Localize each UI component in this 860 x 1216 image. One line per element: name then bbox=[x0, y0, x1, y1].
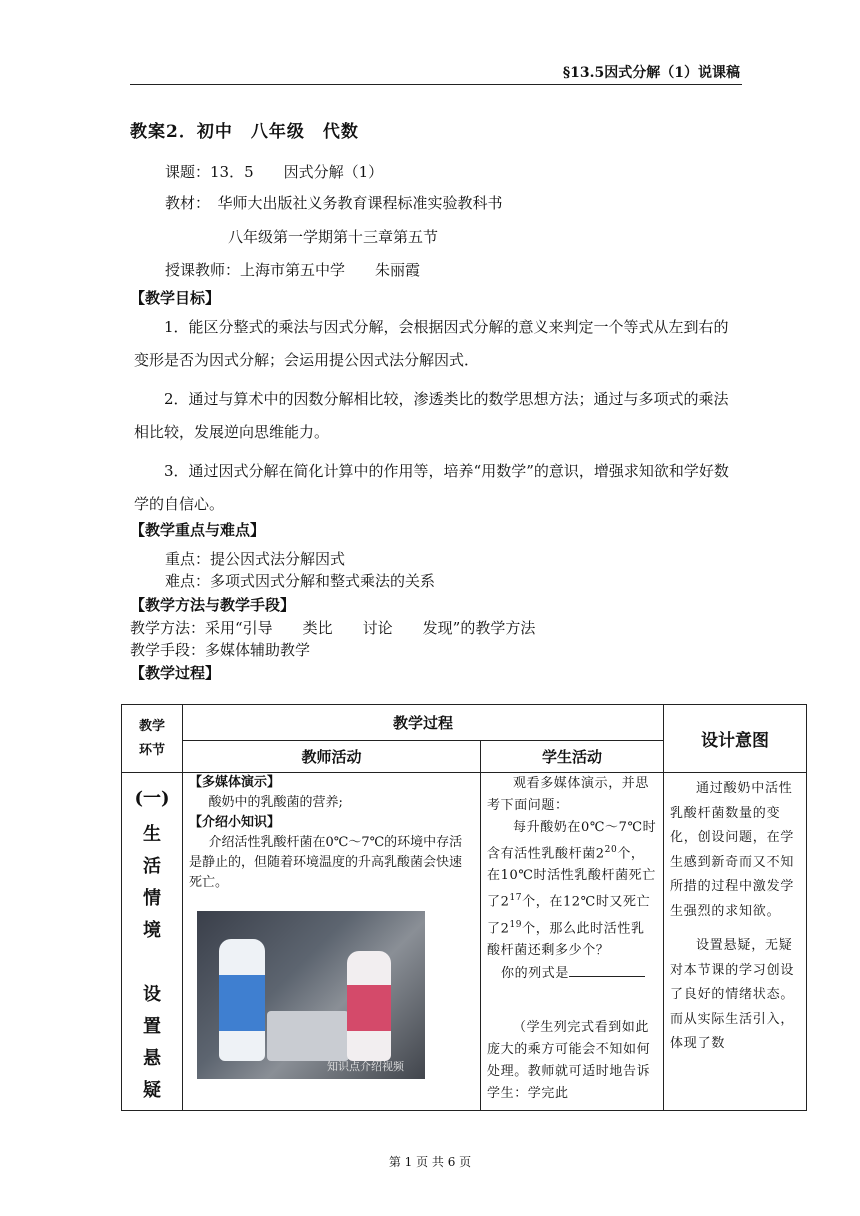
design-intent bbox=[664, 773, 807, 1111]
stage-name: 生 活 情 境 bbox=[143, 824, 161, 941]
teaching-method: 教学方法：采用“引导 类比 讨论 发现”的教学方法 bbox=[130, 619, 536, 637]
process-header: 教学过程 bbox=[183, 705, 664, 741]
stage-header: 教学环节 bbox=[122, 705, 183, 773]
knowledge-label: 【介绍小知识】 bbox=[189, 815, 281, 830]
answer-blank bbox=[569, 962, 645, 977]
goal-item: 3．通过因式分解在简化计算中的作用等，培养“用数学”的意识，增强求知欲和学好数学的自信心。 bbox=[134, 462, 729, 513]
teaching-means: 教学手段：多媒体辅助教学 bbox=[130, 641, 311, 659]
yogurt-video-image bbox=[197, 911, 425, 1079]
design-header: 设计意图 bbox=[664, 705, 807, 773]
header-rule bbox=[130, 84, 742, 85]
design-text: 设置悬疑，无疑对本节课的学习创设了良好的情绪状态。而从实际生活引入，体现了数 bbox=[670, 938, 795, 1051]
teacher-text: 酸奶中的乳酸菌的营养; bbox=[208, 795, 343, 810]
stage-number: (一) bbox=[134, 788, 170, 809]
student-text: （学生列完式看到如此庞大的乘方可能会不知如何处理。教师就可适时地告诉学生：学完此 bbox=[487, 1019, 651, 1101]
key-point: 重点：提公因式法分解因式 bbox=[165, 550, 346, 568]
textbook-line-2: 八年级第一学期第十三章第五节 bbox=[228, 228, 439, 246]
stage-subname: 设 置 悬 疑 bbox=[143, 984, 161, 1101]
keypoints-heading: 【教学重点与难点】 bbox=[130, 521, 266, 539]
video-caption: 知识点介绍视频 bbox=[327, 1060, 404, 1073]
teacher-activity bbox=[183, 773, 481, 1111]
methods-heading: 【教学方法与教学手段】 bbox=[130, 596, 296, 614]
process-table bbox=[121, 704, 807, 1111]
student-header: 学生活动 bbox=[481, 741, 664, 773]
lesson-title: 教案2．初中 八年级 代数 bbox=[130, 122, 359, 142]
page-header: §13.5因式分解（1）说课稿 bbox=[562, 65, 740, 81]
student-answer: 你的列式是 bbox=[487, 962, 657, 985]
process-heading: 【教学过程】 bbox=[130, 664, 221, 682]
topic-line: 课题：13．5 因式分解（1） bbox=[165, 163, 384, 181]
page-footer: 第 1 页 共 6 页 bbox=[388, 1155, 472, 1169]
student-question: 每升酸奶在0℃～7℃时含有活性乳酸杆菌$2^{20}$个，在10℃时活性乳酸杆菌死亡了$2^{17}$个，在12℃时又死亡了$2^{19}$个，那么此时活性乳酸杆菌还剩多少个？ bbox=[487, 820, 657, 958]
textbook-line: 教材： 华师大出版社义务教育课程标准实验教科书 bbox=[165, 194, 503, 212]
teacher-line: 授课教师：上海市第五中学 朱丽霞 bbox=[165, 261, 421, 279]
design-text: 通过酸奶中活性乳酸杆菌数量的变化，创设问题，在学生感到新奇而又不知所措的过程中激发学生强烈的求知欲。 bbox=[670, 781, 795, 919]
teacher-text: 介绍活性乳酸杆菌在0℃～7℃的环境中存活是静止的，但随着环境温度的升高乳酸菌会快速死亡。 bbox=[189, 835, 463, 890]
goal-item: 2．通过与算术中的因数分解相比较，渗透类比的数学思想方法；通过与多项式的乘法相比较，发展逆向思维能力。 bbox=[134, 390, 729, 441]
goals-heading: 【教学目标】 bbox=[130, 289, 221, 307]
difficult-point: 难点：多项式因式分解和整式乘法的关系 bbox=[165, 572, 436, 590]
student-text: 观看多媒体演示，并思考下面问题： bbox=[487, 776, 650, 813]
teacher-header: 教师活动 bbox=[183, 741, 481, 773]
student-activity bbox=[481, 773, 664, 1111]
stage-cell bbox=[122, 773, 183, 1111]
multimedia-label: 【多媒体演示】 bbox=[189, 775, 281, 790]
goal-item: 1．能区分整式的乘法与因式分解，会根据因式分解的意义来判定一个等式从左到右的变形是否为因式分解；会运用提公因式法分解因式． bbox=[134, 318, 729, 369]
goals-list bbox=[134, 311, 742, 521]
